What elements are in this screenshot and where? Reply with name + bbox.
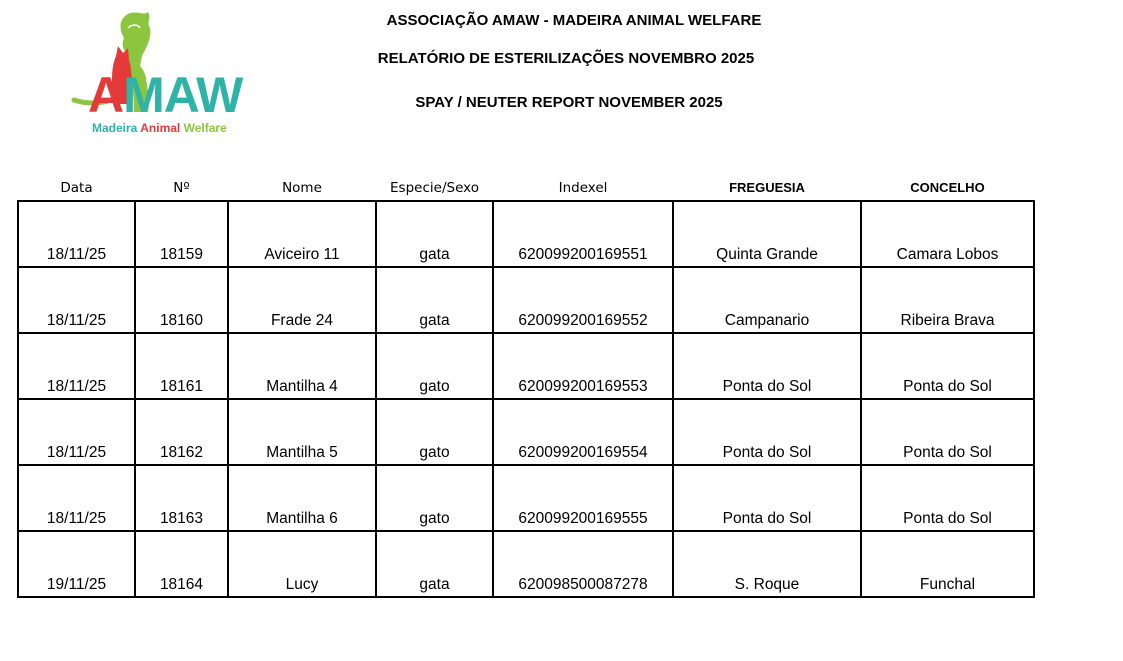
cell-nome: Mantilha 6	[228, 465, 376, 531]
cell-concelho: Camara Lobos	[861, 201, 1034, 267]
table-row	[18, 531, 1034, 597]
cell-data: 18/11/25	[18, 399, 135, 465]
sterilization-table	[17, 200, 1035, 598]
header-indexel: Indexel	[558, 180, 608, 196]
table-row	[18, 201, 1034, 267]
cell-freguesia: S. Roque	[673, 531, 861, 597]
cell-numero: 18161	[135, 333, 228, 399]
cell-data: 18/11/25	[18, 267, 135, 333]
cell-concelho: Ponta do Sol	[861, 333, 1034, 399]
table-row	[18, 333, 1034, 399]
logo-tagline	[92, 121, 227, 135]
cell-data: 18/11/25	[18, 465, 135, 531]
amaw-logo	[66, 8, 246, 140]
cell-numero: 18163	[135, 465, 228, 531]
cell-numero: 18164	[135, 531, 228, 597]
cell-nome: Aviceiro 11	[228, 201, 376, 267]
table-row	[18, 465, 1034, 531]
cell-freguesia: Campanario	[673, 267, 861, 333]
cell-numero: 18159	[135, 201, 228, 267]
cell-indexel: 620098500087278	[493, 531, 673, 597]
cell-concelho: Ribeira Brava	[861, 267, 1034, 333]
header-data: Data	[60, 180, 93, 196]
cell-data: 19/11/25	[18, 531, 135, 597]
cell-especie-sexo: gato	[376, 465, 493, 531]
cell-nome: Mantilha 5	[228, 399, 376, 465]
cell-indexel: 620099200169555	[493, 465, 673, 531]
header-numero: Nº	[173, 180, 190, 196]
cell-freguesia: Ponta do Sol	[673, 399, 861, 465]
cell-especie-sexo: gata	[376, 201, 493, 267]
header-freguesia: FREGUESIA	[729, 180, 805, 195]
report-title-en: SPAY / NEUTER REPORT NOVEMBER 2025	[415, 94, 723, 111]
cell-indexel: 620099200169554	[493, 399, 673, 465]
header-nome: Nome	[282, 180, 322, 196]
cell-nome: Frade 24	[228, 267, 376, 333]
cell-concelho: Ponta do Sol	[861, 465, 1034, 531]
cell-data: 18/11/25	[18, 201, 135, 267]
logo-wordmark-maw: MAW	[123, 67, 243, 123]
cell-data: 18/11/25	[18, 333, 135, 399]
cell-concelho: Funchal	[861, 531, 1034, 597]
cell-nome: Mantilha 4	[228, 333, 376, 399]
logo-tagline-animal: Animal	[140, 121, 181, 135]
cell-numero: 18162	[135, 399, 228, 465]
header-concelho: CONCELHO	[910, 180, 985, 195]
header-especie-sexo: Especie/Sexo	[390, 180, 479, 196]
logo-wordmark-a: A	[88, 67, 124, 123]
cell-especie-sexo: gato	[376, 333, 493, 399]
table-row	[18, 399, 1034, 465]
cell-freguesia: Quinta Grande	[673, 201, 861, 267]
logo-tagline-welfare: Welfare	[183, 121, 227, 135]
cell-nome: Lucy	[228, 531, 376, 597]
cell-indexel: 620099200169553	[493, 333, 673, 399]
cell-indexel: 620099200169552	[493, 267, 673, 333]
logo-wordmark	[66, 67, 246, 123]
cell-indexel: 620099200169551	[493, 201, 673, 267]
cell-concelho: Ponta do Sol	[861, 399, 1034, 465]
association-title: ASSOCIAÇÃO AMAW - MADEIRA ANIMAL WELFARE	[386, 12, 762, 29]
cell-numero: 18160	[135, 267, 228, 333]
report-title-pt: RELATÓRIO DE ESTERILIZAÇÕES NOVEMBRO 2025	[377, 50, 755, 67]
cell-especie-sexo: gato	[376, 399, 493, 465]
cell-especie-sexo: gata	[376, 267, 493, 333]
cell-freguesia: Ponta do Sol	[673, 465, 861, 531]
logo-tagline-madeira: Madeira	[92, 121, 138, 135]
cell-especie-sexo: gata	[376, 531, 493, 597]
table-row	[18, 267, 1034, 333]
cell-freguesia: Ponta do Sol	[673, 333, 861, 399]
